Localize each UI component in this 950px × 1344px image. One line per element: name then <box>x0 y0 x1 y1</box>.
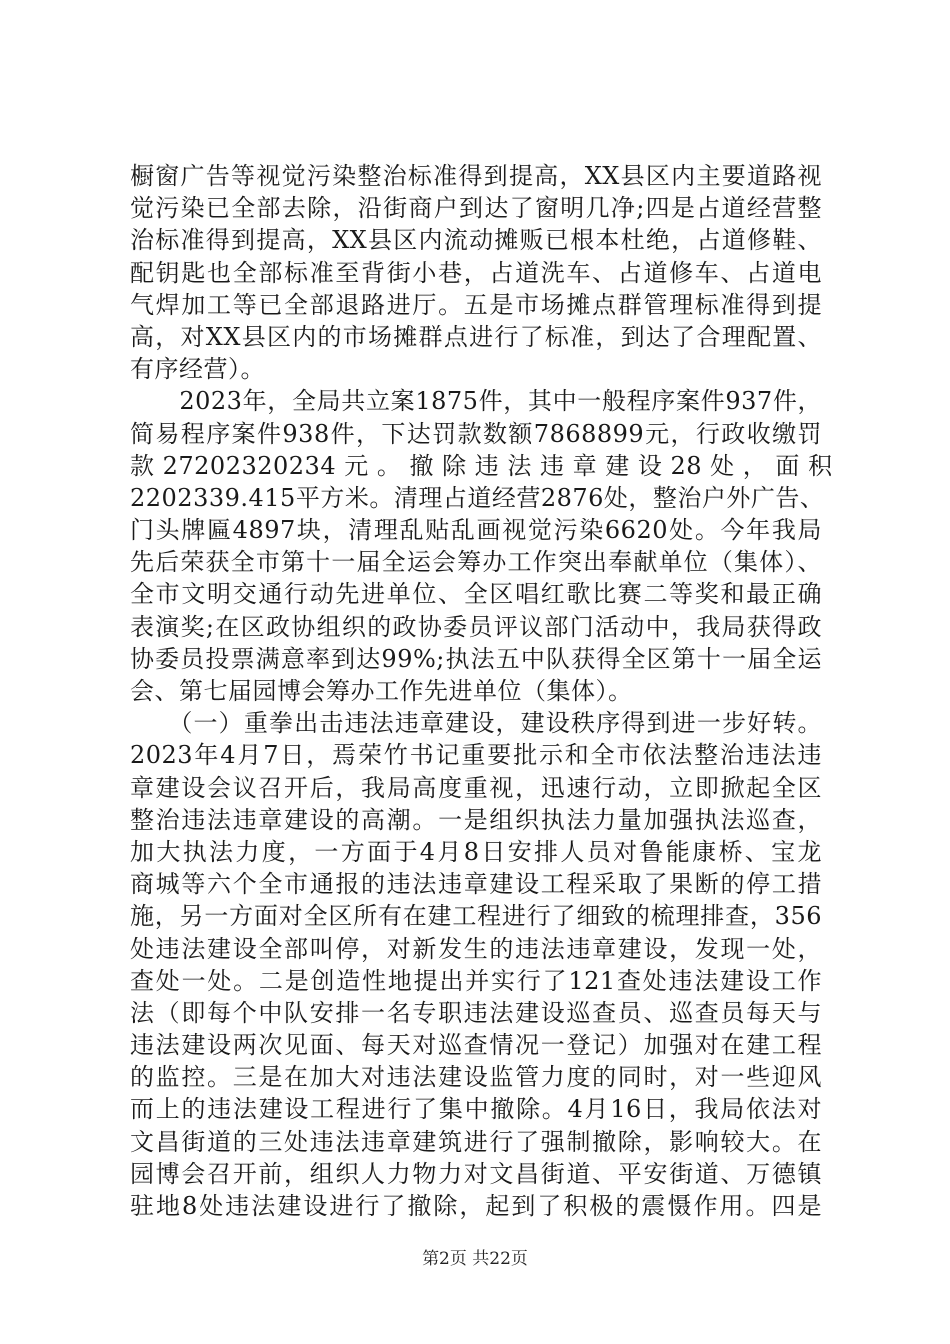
text-line: 觉污染已全部去除，沿街商户到达了窗明几净;四是占道经营整 <box>130 194 822 223</box>
text-line: 法（即每个中队安排一名专职违法建设巡查员、巡查员每天与 <box>130 998 822 1027</box>
text-line: 2023年4月7日，焉荣竹书记重要批示和全市依法整治违法违 <box>130 741 822 770</box>
text-line: 治标准得到提高，XX县区内流动摊贩已根本杜绝，占道修鞋、 <box>130 226 822 255</box>
text-line: 驻地8处违法建设进行了撤除，起到了积极的震慑作用。四是 <box>130 1192 822 1220</box>
text-line: 会、第七届园博会筹办工作先进单位（集体）。 <box>130 677 633 705</box>
text-line: 文昌街道的三处违法违章建筑进行了强制撤除，影响较大。在 <box>130 1127 822 1156</box>
text-line: 加大执法力度，一方面于4月8日安排人员对鲁能康桥、宝龙 <box>130 837 822 866</box>
text-line: 2202339.415平方米。清理占道经营2876处，整治户外广告、 <box>130 483 825 512</box>
text-line: 简易程序案件938件，下达罚款数额7868899元，行政收缴罚 <box>130 419 822 448</box>
text-line: 橱窗广告等视觉污染整治标准得到提高，XX县区内主要道路视 <box>130 162 822 190</box>
text-line: 全市文明交通行动先进单位、全区唱红歌比赛二等奖和最正确 <box>130 580 822 609</box>
document-body <box>130 160 833 1222</box>
text-line: 门头牌匾4897块，清理乱贴乱画视觉污染6620处。今年我局 <box>130 516 822 545</box>
section-heading-line: （一）重拳出击违法违章建设，建设秩序得到进一步好转。 <box>130 709 822 738</box>
page-number-footer: 第2页 共22页 <box>422 1249 528 1269</box>
text-line: 协委员投票满意率到达99%;执法五中队获得全区第十一届全运 <box>130 644 822 673</box>
text-line: 有序经营）。 <box>130 355 265 384</box>
text-line: 先后荣获全市第十一届全运会筹办工作突出奉献单位（集体）、 <box>130 548 822 577</box>
text-line: 气焊加工等已全部退路进厅。五是市场摊点群管理标准得到提 <box>130 290 822 319</box>
text-line: 章建设会议召开后，我局高度重视，迅速行动，立即掀起全区 <box>130 773 822 802</box>
text-line: 园博会召开前，组织人力物力对文昌街道、平安街道、万德镇 <box>130 1159 822 1188</box>
text-line: 施，另一方面对全区所有在建工程进行了细致的梳理排查，356 <box>130 902 822 931</box>
text-line: 商城等六个全市通报的违法违章建设工程采取了果断的停工措 <box>130 870 822 899</box>
text-line: 整治违法违章建设的高潮。一是组织执法力量加强执法巡查， <box>130 805 822 834</box>
text-line: 2023年，全局共立案1875件，其中一般程序案件937件， <box>130 387 822 416</box>
text-line: 表演奖;在区政协组织的政协委员评议部门活动中，我局获得政 <box>130 612 822 641</box>
text-line: 高，对XX县区内的市场摊群点进行了标准，到达了合理配置、 <box>130 322 822 351</box>
text-line: 的监控。三是在加大对违法建设监管力度的同时，对一些迎风 <box>130 1063 822 1092</box>
text-line: 款 27202320234 元 。 撤 除 违 法 违 章 建 设 28 处 ， 面 积 <box>130 451 833 480</box>
text-line: 处违法建设全部叫停，对新发生的违法违章建设，发现一处， <box>130 934 822 963</box>
text-line: 查处一处。二是创造性地提出并实行了121查处违法建设工作 <box>130 966 822 995</box>
text-line: 配钥匙也全部标准至背街小巷，占道洗车、占道修车、占道电 <box>130 258 822 287</box>
text-line: 违法建设两次见面、每天对巡查情况一登记）加强对在建工程 <box>130 1031 822 1060</box>
text-line: 而上的违法建设工程进行了集中撤除。4月16日，我局依法对 <box>130 1095 822 1124</box>
